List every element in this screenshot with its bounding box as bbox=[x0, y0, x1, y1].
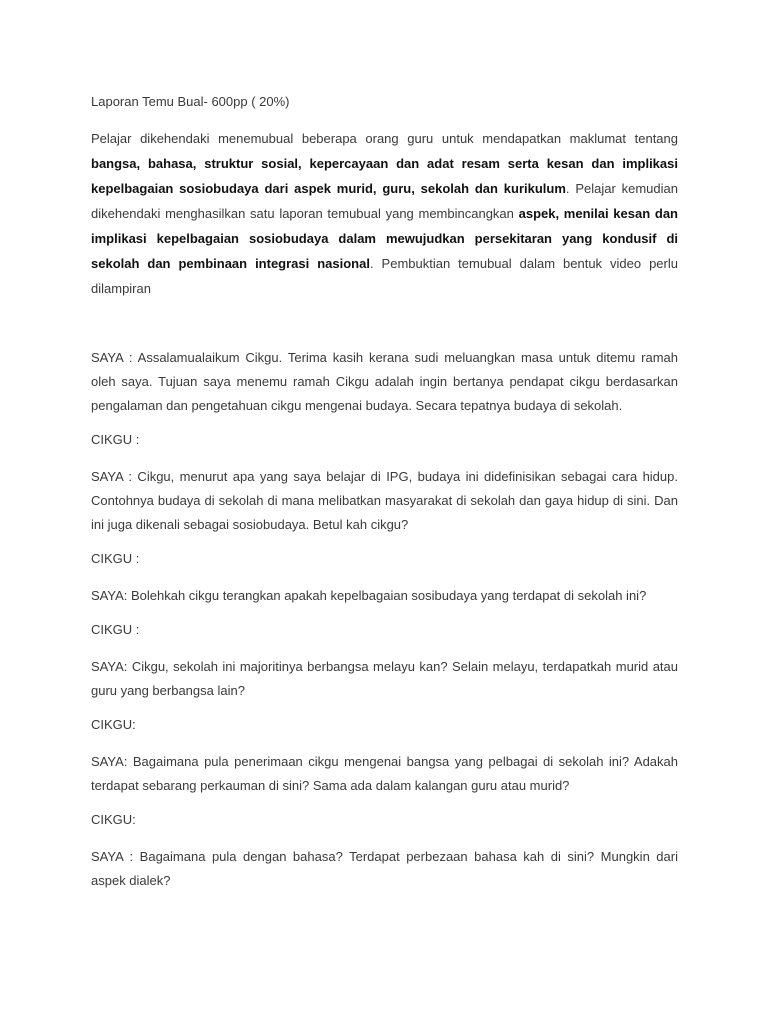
instructions-bold-2: aspek, menilai kesan dan implikasi kepelbagaian sosiobudaya dalam mewujudkan persekitaran yang kondusif di sekolah dan pembinaan integrasi nasional bbox=[91, 206, 678, 271]
interview-answer: CIKGU: bbox=[91, 812, 136, 827]
interview-answer: CIKGU : bbox=[91, 432, 140, 447]
assignment-instructions bbox=[91, 126, 678, 301]
interview-dialogue bbox=[91, 346, 678, 893]
interview-question: SAYA: Bolehkah cikgu terangkan apakah kepelbagaian sosibudaya yang terdapat di sekolah ini? bbox=[91, 588, 647, 603]
document-content bbox=[91, 92, 678, 903]
instructions-bold-1: bangsa, bahasa, struktur sosial, kepercayaan dan adat resam serta kesan dan implikasi kepelbagaian sosiobudaya dari aspek murid, guru, sekolah dan kurikulum bbox=[91, 156, 678, 196]
interview-question: SAYA: Cikgu, sekolah ini majoritinya berbangsa melayu kan? Selain melayu, terdapatkah murid atau guru yang berbangsa lain? bbox=[91, 659, 678, 698]
interview-question: SAYA : Assalamualaikum Cikgu. Terima kasih kerana sudi meluangkan masa untuk ditemu ramah oleh saya. Tujuan saya menemu ramah Cikgu adalah ingin bertanya pendapat cikgu berdasarkan pengalaman dan pengetahuan cikgu mengenai budaya. Secara tepatnya budaya di sekolah. bbox=[91, 350, 678, 413]
interview-answer: CIKGU: bbox=[91, 717, 136, 732]
interview-question: SAYA: Bagaimana pula penerimaan cikgu mengenai bangsa yang pelbagai di sekolah ini? Adakah terdapat sebarang perkauman di sini? Sama ada dalam kalangan guru atau murid? bbox=[91, 754, 678, 793]
instructions-text-1: Pelajar dikehendaki menemubual beberapa orang guru untuk mendapatkan maklumat tentang bbox=[91, 131, 678, 146]
interview-answer: CIKGU : bbox=[91, 551, 140, 566]
interview-question: SAYA : Bagaimana pula dengan bahasa? Terdapat perbezaan bahasa kah di sini? Mungkin dari aspek dialek? bbox=[91, 849, 678, 888]
interview-question: SAYA : Cikgu, menurut apa yang saya belajar di IPG, budaya ini didefinisikan sebagai cara hidup. Contohnya budaya di sekolah di mana melibatkan masyarakat di sekolah dan gaya hidup di sini. Dan ini juga dikenali sebagai sosiobudaya. Betul kah cikgu? bbox=[91, 469, 678, 532]
document-title: Laporan Temu Bual- 600pp ( 20%) bbox=[91, 94, 290, 109]
instructions-text-3: . Pembuktian temubual dalam bentuk video perlu dilampiran bbox=[91, 256, 678, 296]
instructions-text-2: . Pelajar kemudian dikehendaki menghasilkan satu laporan temubual yang membincangkan bbox=[91, 181, 678, 221]
interview-answer: CIKGU : bbox=[91, 622, 140, 637]
